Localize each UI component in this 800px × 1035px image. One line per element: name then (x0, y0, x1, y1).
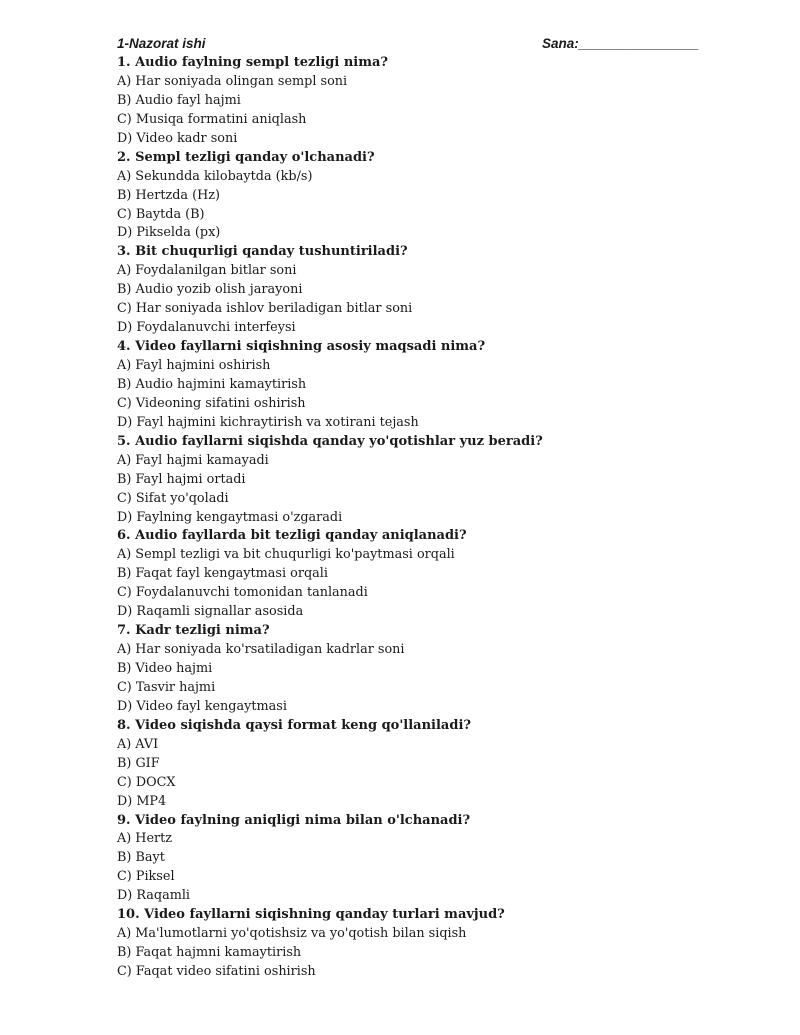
answer-option: C) Baytda (B) (117, 206, 205, 222)
answer-option: D) Raqamli (117, 888, 191, 904)
answer-option: D) Foydalanuvchi interfeysi (117, 320, 296, 336)
answer-option: B) Audio hajmini kamaytirish (117, 376, 307, 392)
answer-option: B) Audio yozib olish jarayoni (117, 282, 303, 298)
question-text: 8. Video siqishda qaysi format keng qo'llaniladi? (117, 717, 472, 733)
answer-option: C) Har soniyada ishlov beriladigan bitlar soni (117, 301, 413, 317)
date-label: Sana:________________ (542, 36, 699, 51)
question-text: 9. Video faylning aniqligi nima bilan o'lchanadi? (117, 812, 471, 828)
answer-option: B) Bayt (117, 850, 165, 866)
answer-option: C) Musiqa formatini aniqlash (117, 111, 307, 127)
answer-option: B) Hertzda (Hz) (117, 187, 220, 203)
answer-option: A) Foydalanilgan bitlar soni (117, 263, 297, 279)
question-block (117, 433, 757, 528)
question-text: 10. Video fayllarni siqishning qanday turlari mavjud? (117, 907, 505, 923)
answer-option: D) MP4 (117, 793, 167, 809)
answer-option: B) Video hajmi (117, 661, 213, 676)
page-title: 1-Nazorat ishi (117, 36, 206, 51)
answer-option: C) Videoning sifatini oshirish (117, 395, 306, 411)
question-text: 7. Kadr tezligi nima? (117, 623, 270, 639)
answer-option: A) Ma'lumotlarni yo'qotishsiz va yo'qotish bilan siqish (117, 926, 467, 942)
answer-option: C) Sifat yo'qoladi (117, 490, 229, 506)
answer-option: A) Sekundda kilobaytda (kb/s) (117, 168, 313, 184)
answer-option: A) Har soniyada olingan sempl soni (117, 73, 348, 89)
answer-option: A) Fayl hajmini oshirish (117, 358, 271, 373)
answer-option: B) GIF (117, 755, 160, 771)
question-block (117, 906, 757, 982)
question-list (117, 54, 757, 982)
question-block (117, 243, 757, 338)
answer-option: D) Pikselda (px) (117, 225, 221, 241)
header (117, 36, 699, 56)
answer-option: C) Faqat video sifatini oshirish (117, 964, 316, 979)
question-text: 1. Audio faylning sempl tezligi nima? (117, 55, 389, 70)
answer-option: A) AVI (117, 736, 159, 752)
answer-option: B) Faqat fayl kengaytmasi orqali (117, 566, 328, 582)
question-text: 3. Bit chuqurligi qanday tushuntiriladi? (117, 244, 408, 260)
question-text: 4. Video fayllarni siqishning asosiy maqsadi nima? (117, 339, 486, 355)
answer-option: D) Faylning kengaytmasi o'zgaradi (117, 509, 343, 525)
answer-option: A) Fayl hajmi kamayadi (117, 452, 269, 468)
question-block (117, 527, 757, 622)
question-block (117, 717, 757, 812)
answer-option: A) Har soniyada ko'rsatiladigan kadrlar soni (117, 642, 405, 658)
question-block (117, 622, 757, 717)
question-block (117, 54, 757, 149)
answer-option: D) Video fayl kengaytmasi (117, 698, 287, 714)
question-block (117, 338, 757, 433)
answer-option: B) Faqat hajmni kamaytirish (117, 945, 302, 961)
answer-option: D) Video kadr soni (117, 130, 238, 146)
answer-option: A) Hertz (117, 831, 173, 847)
question-block (117, 812, 757, 907)
answer-option: C) Foydalanuvchi tomonidan tanlanadi (117, 585, 368, 601)
question-text: 5. Audio fayllarni siqishda qanday yo'qotishlar yuz beradi? (117, 433, 543, 449)
answer-option: C) DOCX (117, 774, 176, 790)
answer-option: A) Sempl tezligi va bit chuqurligi ko'paytmasi orqali (117, 547, 455, 563)
answer-option: C) Tasvir hajmi (117, 679, 216, 695)
question-text: 2. Sempl tezligi qanday o'lchanadi? (117, 149, 375, 165)
answer-option: D) Raqamli signallar asosida (117, 604, 304, 620)
question-text: 6. Audio fayllarda bit tezligi qanday aniqlanadi? (117, 528, 467, 544)
answer-option: B) Fayl hajmi ortadi (117, 471, 246, 487)
question-block (117, 149, 757, 244)
answer-option: D) Fayl hajmini kichraytirish va xotirani tejash (117, 414, 419, 430)
answer-option: C) Piksel (117, 869, 175, 885)
answer-option: B) Audio fayl hajmi (117, 92, 241, 108)
